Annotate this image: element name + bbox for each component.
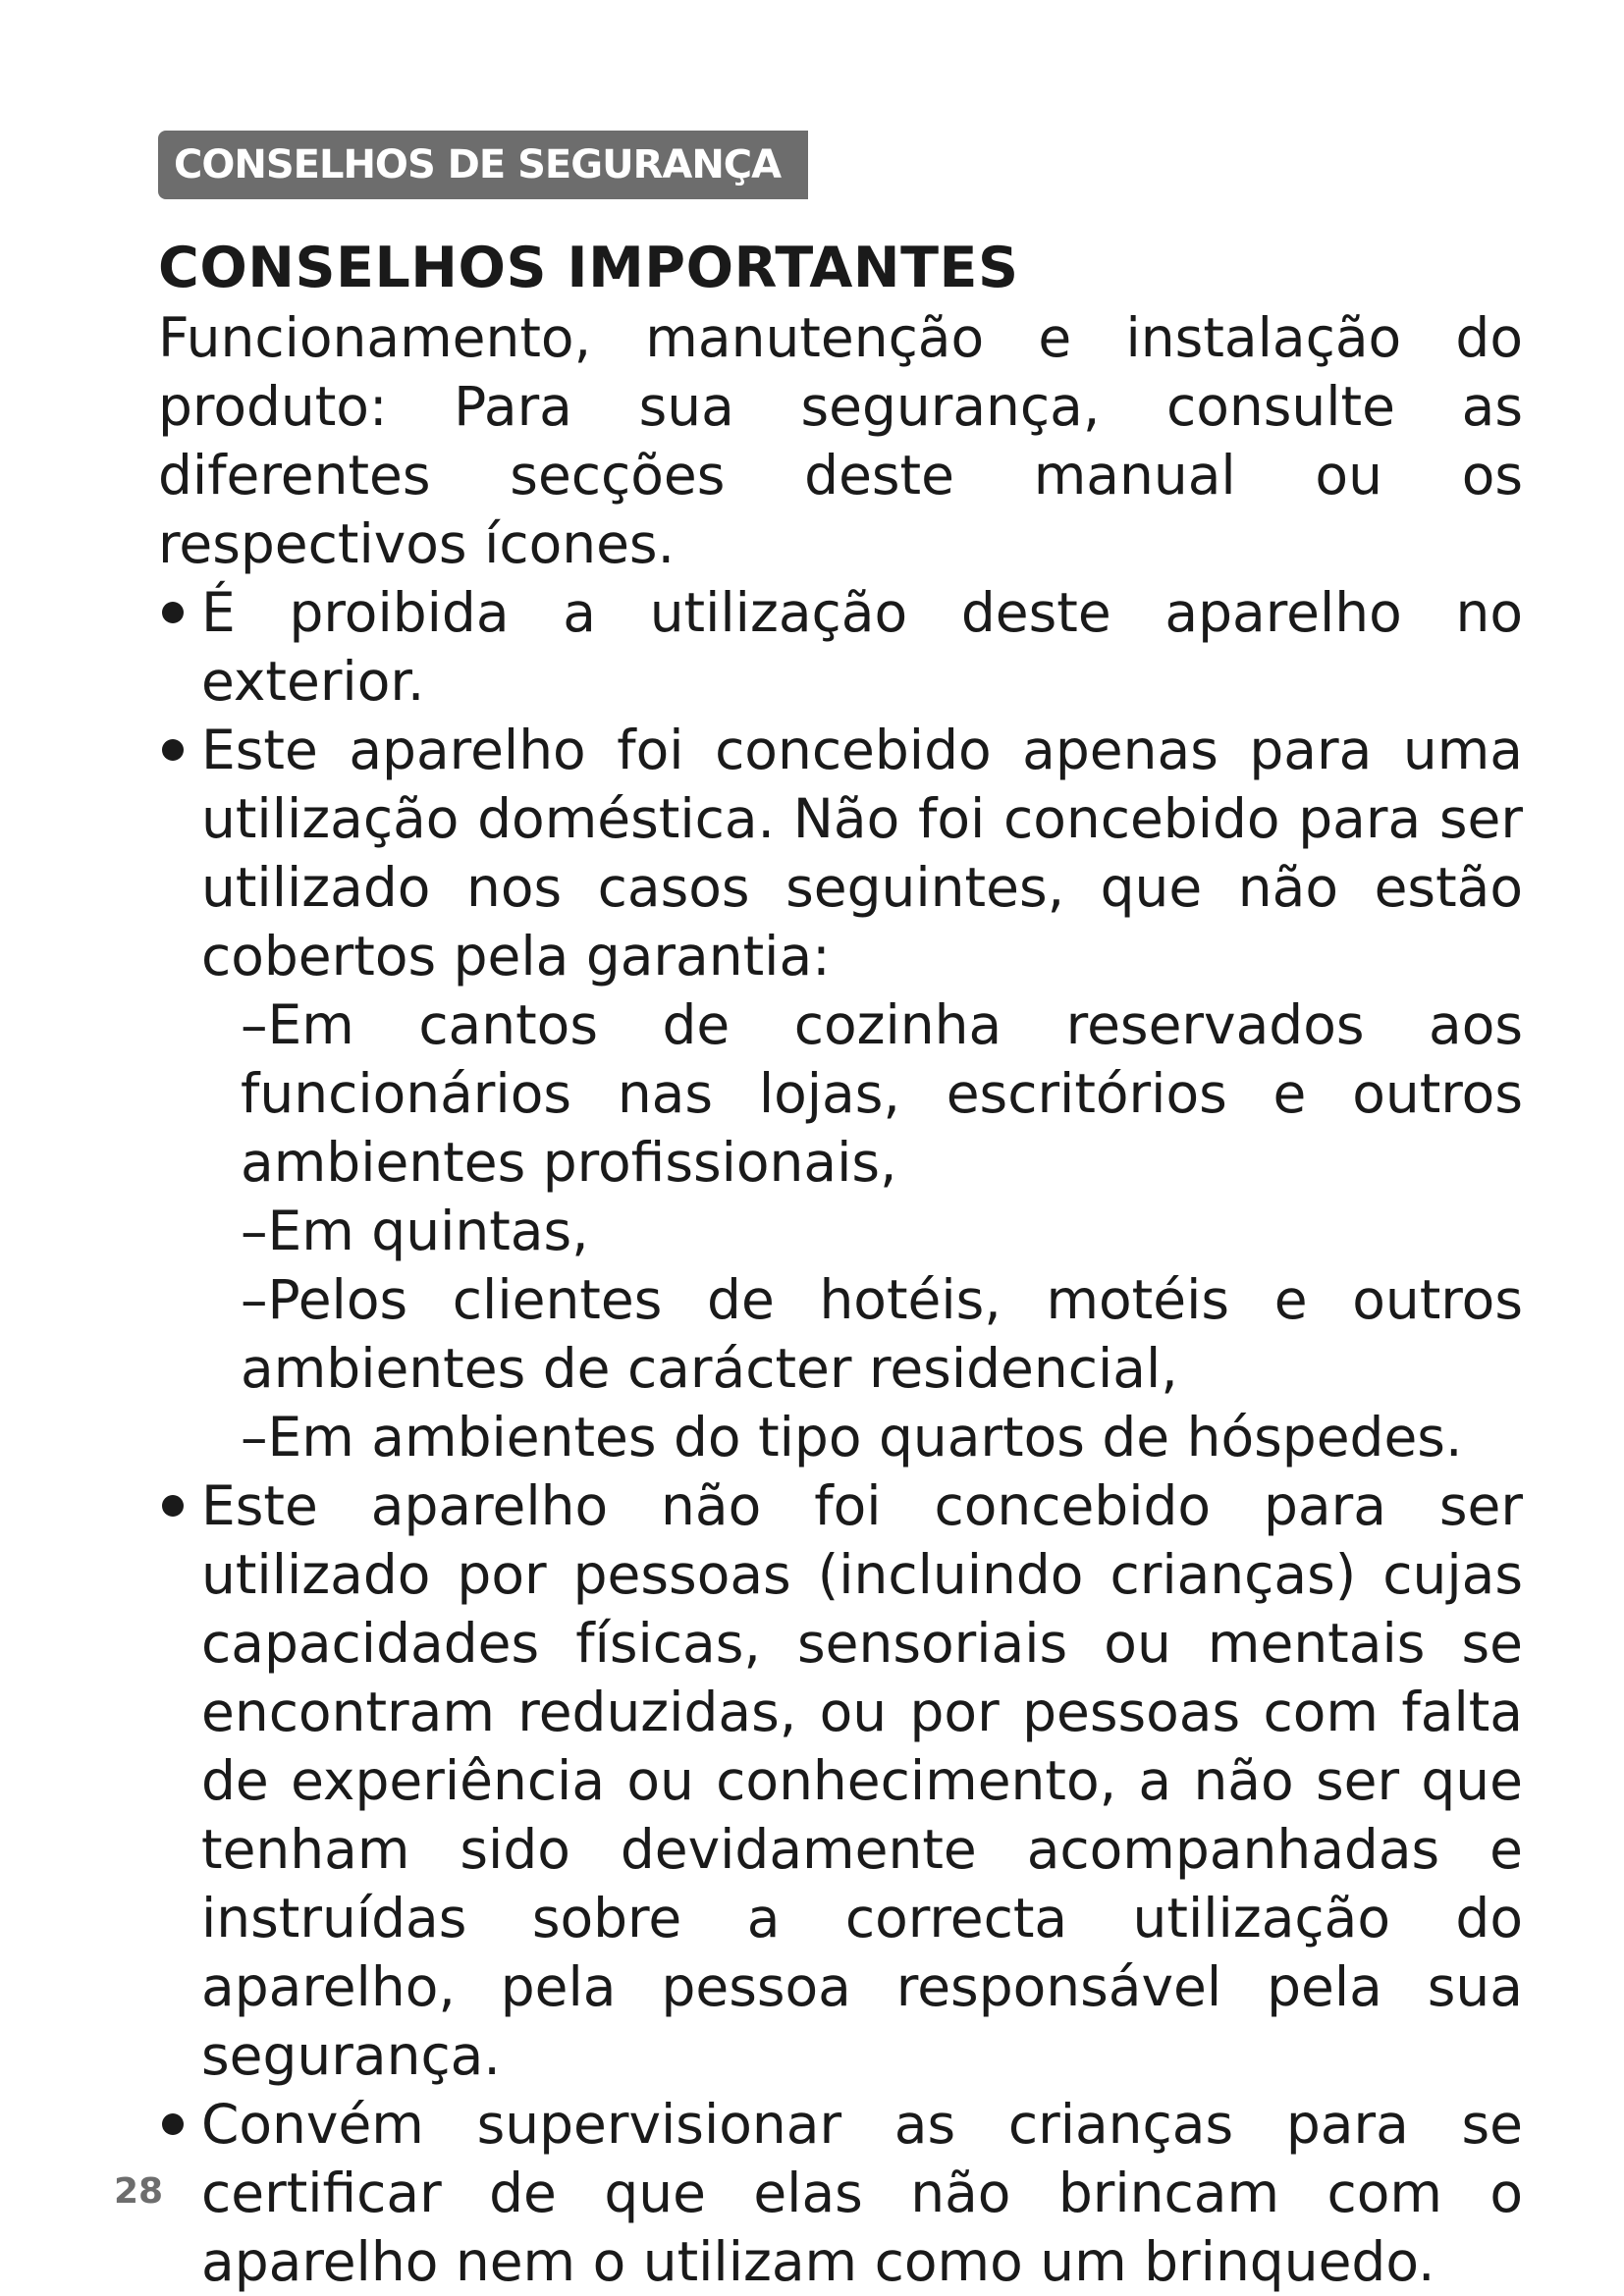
sub-list-item: –Em quintas, <box>241 1200 589 1262</box>
list-item-text: Convém supervisionar as crianças para se certificar de que elas não brincam com o aparelho nem o utilizam como um brinquedo. <box>201 2093 1523 2293</box>
section-label: CONSELHOS DE SEGURANÇA <box>158 131 802 199</box>
bullet-icon <box>162 739 184 761</box>
main-content <box>158 233 1523 2296</box>
list-item-text: Este aparelho não foi concebido para ser utilizado por pessoas (incluindo crianças) cujas capacidades físicas, sensoriais ou mentais se encontram reduzidas, ou por pessoas com falta de experiência ou conhecimento, a não ser que tenham sido devidamente acompanhadas e instruídas sobre a correcta utilização do aparelho, pela pessoa responsável pela sua segurança. <box>201 1474 1523 2087</box>
list-item <box>158 2090 1523 2296</box>
list-item <box>158 1471 1523 2090</box>
sub-list-item: –Em ambientes do tipo quartos de hóspedes. <box>241 1406 1463 1468</box>
list-item-text: É proibida a utilização deste aparelho no exterior. <box>201 581 1523 713</box>
bullet-icon <box>162 1495 184 1517</box>
bullet-icon <box>162 602 184 623</box>
sub-list-item: –Em cantos de cozinha reservados aos funcionários nas lojas, escritórios e outros ambientes profissionais, <box>241 993 1523 1194</box>
page-heading: CONSELHOS IMPORTANTES <box>158 236 1019 300</box>
intro-paragraph: Funcionamento, manutenção e instalação do produto: Para sua segurança, consulte as diferentes secções deste manual ou os respectivos ícones. <box>158 306 1523 575</box>
list-item <box>158 578 1523 716</box>
exclusions-sublist <box>201 990 1523 1471</box>
safety-list <box>158 578 1523 2296</box>
bullet-icon <box>162 2113 184 2135</box>
sub-list-item: –Pelos clientes de hotéis, motéis e outros ambientes de carácter residencial, <box>241 1268 1523 1400</box>
list-item <box>158 716 1523 1471</box>
list-item-text: Este aparelho foi concebido apenas para uma utilização doméstica. Não foi concebido para ser utilizado nos casos seguintes, que não estão cobertos pela garantia: <box>201 719 1523 988</box>
page-number: 28 <box>114 2171 164 2212</box>
